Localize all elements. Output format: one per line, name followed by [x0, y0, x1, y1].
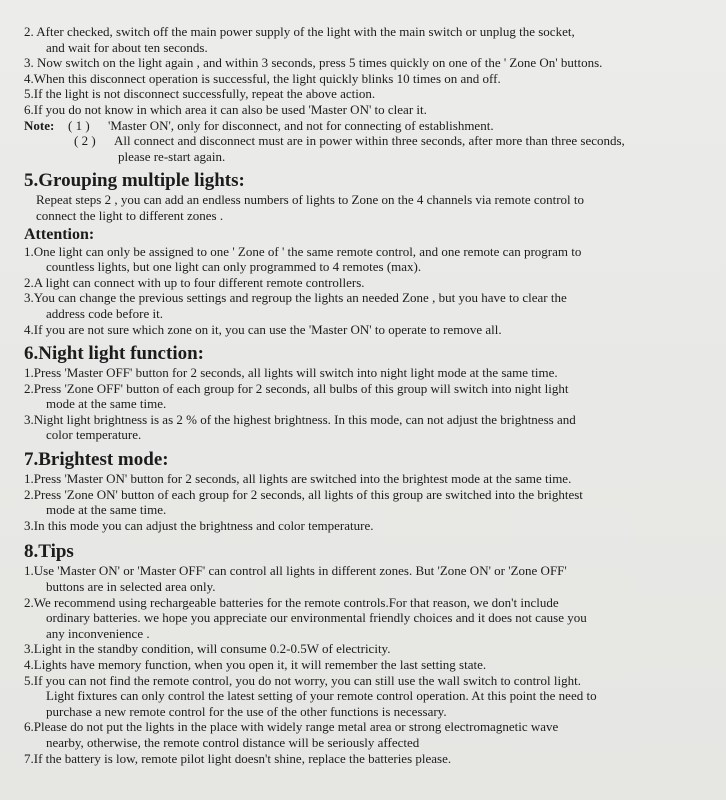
- attention-item-3-cont: address code before it.: [46, 305, 163, 321]
- bright-item-2: 2.Press 'Zone ON' button of each group for 2 seconds, all lights of this group are switched into the brightest: [24, 486, 583, 502]
- tip-5-cont-2: purchase a new remote control for the use of the other functions is necessary.: [46, 703, 447, 719]
- attention-item-4: 4.If you are not sure which zone on it, you can use the 'Master ON' to operate to remove all.: [24, 321, 502, 337]
- night-item-1: 1.Press 'Master OFF' button for 2 seconds, all lights will switch into night light mode at the same time.: [24, 365, 558, 381]
- tip-5: 5.If you can not find the remote control, you do not worry, you can still use the wall switch to control light.: [24, 672, 581, 688]
- note-text-1: 'Master ON', only for disconnect, and not for connecting of establishment.: [108, 117, 494, 133]
- spacer: [24, 533, 708, 541]
- attention-item-3: 3.You can change the previous settings and regroup the lights an needed Zone , but you have to clear the: [24, 290, 567, 306]
- note-number-1: ( 1 ): [68, 117, 90, 133]
- attention-item-1-cont: countless lights, but one light can only programmed to 4 remotes (max).: [46, 259, 422, 275]
- bright-item-3: 3.In this mode you can adjust the brightness and color temperature.: [24, 517, 374, 533]
- tip-6: 6.Please do not put the lights in the place with widely range metal area or strong electromagnetic wave: [24, 719, 559, 735]
- attention-item-2: 2.A light can connect with up to four different remote controllers.: [24, 274, 365, 290]
- note-1: [24, 118, 708, 134]
- tip-3: 3.Light in the standby condition, will consume 0.2-0.5W of electricity.: [24, 641, 391, 657]
- tip-7: 7.If the battery is low, remote pilot light doesn't shine, replace the batteries please.: [24, 750, 452, 766]
- night-item-3-cont: color temperature.: [46, 427, 142, 443]
- section-5-paragraph: Repeat steps 2 , you can add an endless numbers of lights to Zone on the 4 channels via remote control to: [36, 192, 585, 208]
- section-5-paragraph-cont: connect the light to different zones .: [36, 207, 224, 223]
- night-item-3: 3.Night light brightness is as 2 % of the highest brightness. In this mode, can not adjust the brightness and: [24, 411, 576, 427]
- tip-1-cont: buttons are in selected area only.: [46, 579, 216, 595]
- note-label: Note:: [24, 117, 55, 133]
- intro-step-4: 4.When this disconnect operation is successful, the light quickly blinks 10 times on and off.: [24, 70, 501, 86]
- tip-4: 4.Lights have memory function, when you open it, it will remember the last setting state.: [24, 657, 487, 672]
- tip-2-cont-2: any inconvenience .: [46, 625, 150, 641]
- bright-item-2-cont: mode at the same time.: [46, 502, 167, 518]
- section-8-title: 8.Tips: [24, 541, 74, 563]
- tip-2: 2.We recommend using rechargeable batteries for the remote controls.For that reason, we don't include: [24, 594, 559, 610]
- tip-2-cont: ordinary batteries. we hope you appreciate our environmental friendly choices and it does not cause you: [46, 610, 587, 626]
- attention-item-1: 1.One light can only be assigned to one ' Zone of ' the same remote control, and one remote can program to: [24, 243, 582, 259]
- intro-step-5: 5.If the light is not disconnect successfully, repeat the above action.: [24, 86, 376, 102]
- note-2: [24, 133, 708, 149]
- night-item-2-cont: mode at the same time.: [46, 396, 167, 412]
- note-text-2-cont: please re-start again.: [118, 148, 226, 164]
- note-text-2: All connect and disconnect must are in power within three seconds, after more than three seconds,: [114, 133, 625, 149]
- bright-item-1: 1.Press 'Master ON' button for 2 seconds, all lights are switched into the brightest mode at the same time.: [24, 471, 572, 487]
- attention-heading: Attention:: [24, 225, 95, 243]
- intro-step-3: 3. Now switch on the light again , and within 3 seconds, press 5 times quickly on one of the ' Zone On' buttons.: [24, 55, 603, 71]
- night-item-2: 2.Press 'Zone OFF' button of each group for 2 seconds, all bulbs of this group will switch into night light: [24, 380, 569, 396]
- tip-5-cont: Light fixtures can only control the latest setting of your remote control operation. At this point the need to: [46, 688, 597, 704]
- tip-6-cont: nearby, otherwise, the remote control distance will be seriously affected: [46, 734, 420, 750]
- note-number-2: ( 2 ): [74, 133, 96, 149]
- section-6-title: 6.Night light function:: [24, 343, 204, 365]
- intro-step-2: 2. After checked, switch off the main power supply of the light with the main switch or unplug the socket,: [24, 24, 575, 39]
- tip-1: 1.Use 'Master ON' or 'Master OFF' can control all lights in different zones. But 'Zone ON' or 'Zone OFF': [24, 563, 567, 579]
- intro-step-2-cont: and wait for about ten seconds.: [46, 39, 208, 55]
- intro-step-6: 6.If you do not know in which area it can also be used 'Master ON' to clear it.: [24, 101, 427, 117]
- section-5-title: 5.Grouping multiple lights:: [24, 170, 245, 192]
- section-7-title: 7.Brightest mode:: [24, 449, 169, 471]
